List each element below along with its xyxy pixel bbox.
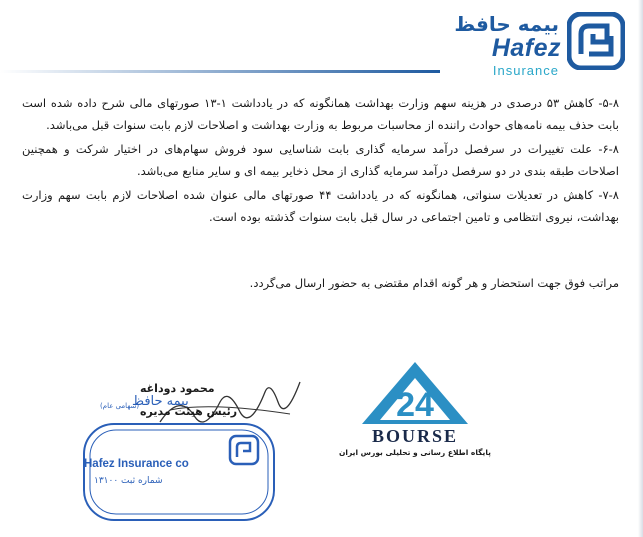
paragraph-8-7: ۷-۸- کاهش در تعدیلات سنواتی، همانگونه که در یادداشت ۴۴ صورتهای مالی عنوان شده اصلاحات لازم بابت سهم وزارت بهداشت، نیروی انتظامی و تامین اجتماعی در سال قبل بابت سنوات گذشته بوده است. (22, 188, 619, 224)
bourse24-logo (338, 358, 492, 464)
hafez-insurance-logo (435, 8, 625, 78)
bourse-name: BOURSE (371, 426, 459, 446)
paragraph-8-6: ۶-۸- علت تغییرات در سرفصل درآمد سرمایه گذاری بابت شناسایی سود فروش سهام‌های در اختیار شرکت و همچنین اصلاحات طبقه بندی در دو سرفصل درآمد سرمایه گذاری از محل ذخایر بیمه ای و سایر منابع می‌باشد. (22, 142, 619, 178)
page-edge (638, 0, 643, 537)
stamp-company-en: Hafez Insurance co (84, 458, 189, 470)
closing-line: مراتب فوق جهت استحضار و هر گونه اقدام مقتضی به حضور ارسال می‌گردد. (249, 276, 619, 290)
signatory-name: محمود دوداغه (140, 382, 215, 395)
letter-body (22, 92, 619, 230)
stamp-company-type: (سهامی عام) (100, 402, 140, 410)
bourse24-triangle-icon (338, 358, 492, 428)
signatory-title: رئیس هیئت مدیره (140, 405, 238, 418)
header-rule (0, 70, 440, 73)
paragraph-8-5: ۵-۸- کاهش ۵۳ درصدی در هزینه سهم وزارت بهداشت همانگونه که در یادداشت ۱-۱۳ صورتهای مالی شرح داده شده است بابت حذف بیمه نامه‌های حوادث راننده از محاسبات مربوط به وزارت بهداشت و اصلاحات لازم بابت سنوات قبل می‌باشد. (22, 96, 620, 132)
bourse-tagline: پایگاه اطلاع رسانی و تحلیلی بورس ایران (339, 448, 491, 457)
signature-block (60, 372, 310, 532)
logo-text-fa: بیمه حافظ (454, 12, 559, 36)
stamp-company-fa: بیمه حافظ (132, 394, 189, 409)
logo-text-en-sub: Insurance (492, 63, 559, 78)
hafez-emblem-icon (567, 12, 625, 70)
bourse-number: 24 (396, 386, 434, 424)
logo-text-en: Hafez (491, 34, 561, 62)
stamp-registration: شماره ثبت ۱۳۱۰۰ (94, 476, 163, 486)
